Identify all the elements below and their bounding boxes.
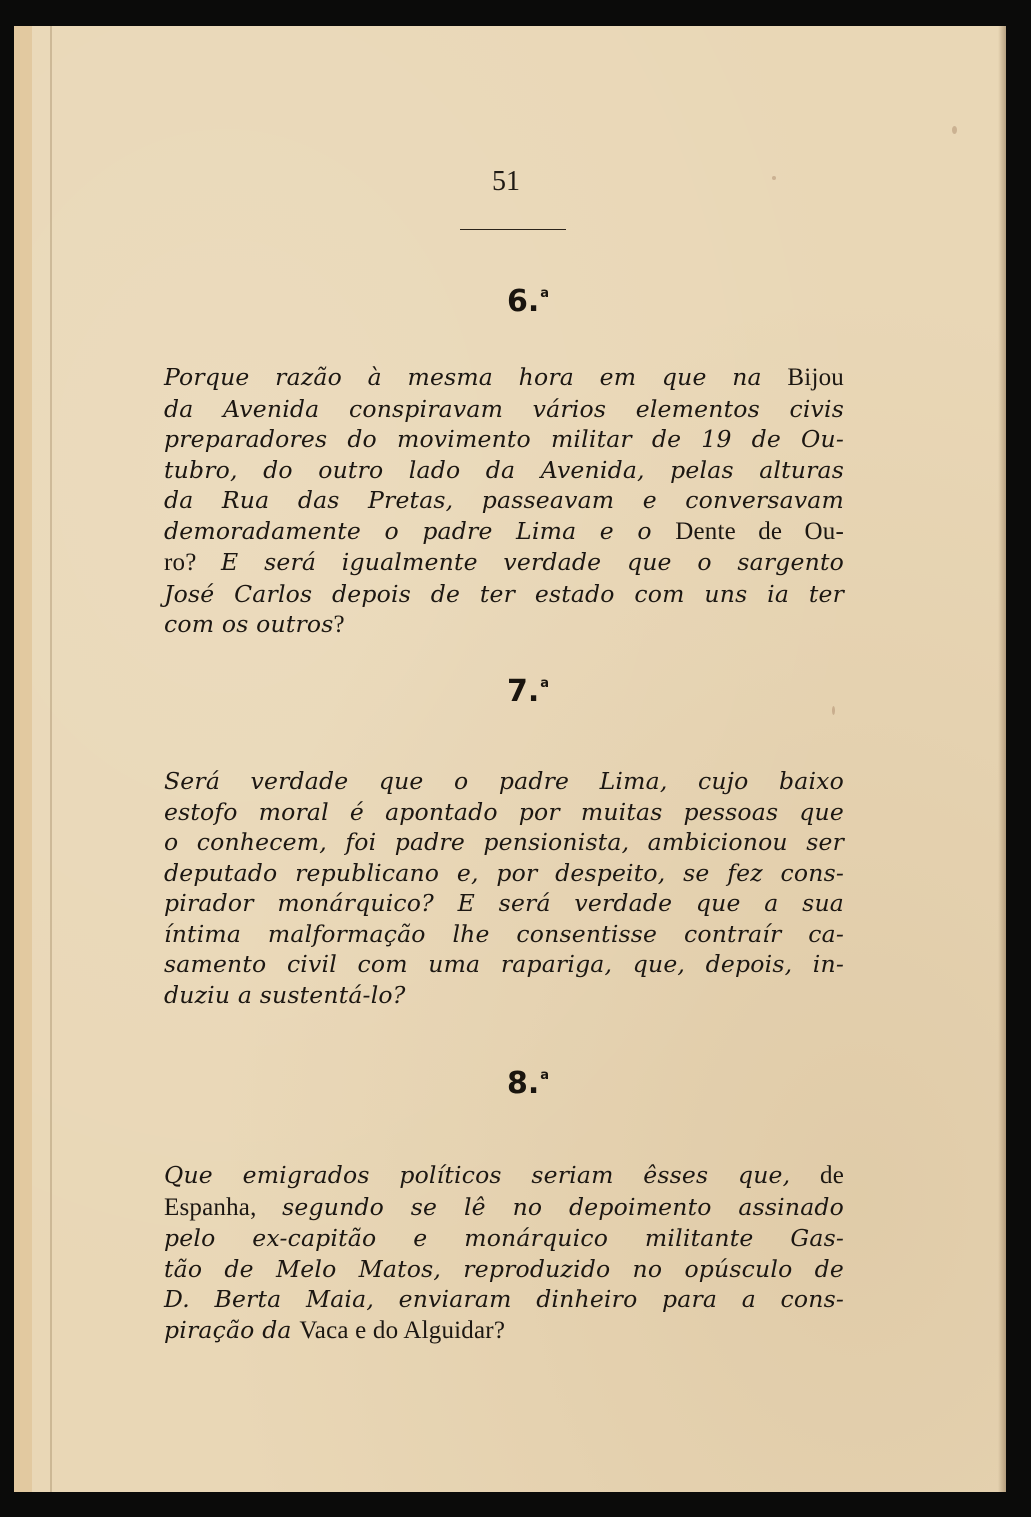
paper-speck: [952, 126, 957, 134]
section-heading-6: [32, 284, 1024, 319]
page-edge-shadow: [998, 26, 1006, 1492]
text-run: E será igualmente verdade que o sargento: [221, 548, 844, 576]
paragraph-line: [164, 579, 844, 610]
text-run: estofo moral é apontado por muitas pessoas que: [164, 797, 844, 826]
text-run: duziu a sustentá-lo?: [164, 980, 406, 1009]
text-run: de: [820, 1162, 844, 1189]
text-run: piração da: [164, 1315, 300, 1344]
paragraph-line: [164, 1223, 844, 1254]
paragraph-line: [164, 609, 844, 641]
section-heading-8: [32, 1066, 1024, 1101]
paragraph-line: [164, 485, 844, 516]
section-heading-7: [32, 674, 1024, 709]
text-run: pirador monárquico? E será verdade que a sua: [164, 889, 844, 917]
text-run: Espanha,: [164, 1193, 283, 1221]
section-paragraph-6: [164, 362, 844, 641]
text-run: Porque razão à mesma hora em que na: [164, 363, 788, 391]
paper-speck: [772, 176, 776, 180]
text-run: José Carlos depois de ter estado com uns ia ter: [164, 579, 844, 608]
text-run: da Avenida conspiravam vários elementos civis: [164, 394, 844, 423]
text-run: samento civil com uma rapariga, que, depois, in-: [164, 950, 844, 978]
section-paragraph-8: [164, 1160, 844, 1346]
text-run: Bijou: [787, 364, 844, 391]
paragraph-line: [164, 1254, 844, 1285]
section-heading-text: 7.: [506, 674, 540, 709]
text-run: Vaca e do Alguidar?: [299, 1316, 506, 1344]
text-run: pelo ex-capitão e monárquico militante Gas-: [164, 1224, 844, 1252]
paragraph-line: [164, 766, 844, 797]
section-heading-sup: a: [540, 286, 550, 301]
paragraph-line: [164, 1315, 844, 1347]
gutter-line: [50, 26, 52, 1492]
text-run: tubro, do outro lado da Avenida, pelas alturas: [164, 455, 844, 484]
paragraph-line: [164, 362, 844, 394]
paragraph-line: [164, 858, 844, 889]
text-run: preparadores do movimento militar de 19 de Ou-: [164, 425, 844, 453]
paragraph-line: [164, 919, 844, 950]
text-run: D. Berta Maia, enviaram dinheiro para a cons-: [164, 1285, 844, 1313]
section-heading-text: 8.: [506, 1066, 540, 1101]
text-run: com os outros: [164, 610, 334, 638]
section-paragraph-7: [164, 766, 844, 1010]
book-page: [14, 26, 1006, 1492]
paragraph-line: [164, 547, 844, 579]
text-run: tão de Melo Matos, reproduzido no opúsculo de: [164, 1254, 844, 1283]
text-run: da Rua das Pretas, passeavam e conversavam: [164, 486, 844, 514]
paragraph-line: [164, 1192, 844, 1224]
section-heading-sup: a: [540, 1068, 550, 1083]
paragraph-line: [164, 424, 844, 455]
paragraph-line: [164, 516, 844, 548]
section-heading-text: 6.: [506, 284, 540, 319]
text-run: segundo se lê no depoimento assinado: [282, 1192, 844, 1221]
text-run: Será verdade que o padre Lima, cujo baixo: [164, 767, 844, 795]
text-run: Que emigrados políticos seriam êsses que,: [164, 1161, 820, 1189]
paragraph-line: [164, 394, 844, 425]
text-run: íntima malformação lhe consentisse contraír ca-: [164, 919, 844, 948]
page-number-rule: [460, 229, 566, 230]
paragraph-line: [164, 455, 844, 486]
text-run: deputado republicano e, por despeito, se fez cons-: [164, 858, 844, 887]
page-number: 51: [492, 166, 520, 197]
section-heading-sup: a: [540, 676, 550, 691]
paragraph-line: [164, 1160, 844, 1192]
paragraph-line: [164, 1284, 844, 1315]
text-run: demoradamente o padre Lima e o: [164, 516, 676, 545]
paragraph-line: [164, 888, 844, 919]
paragraph-line: [164, 797, 844, 828]
text-run: o conhecem, foi padre pensionista, ambicionou ser: [164, 828, 844, 856]
paragraph-line: [164, 980, 844, 1011]
paragraph-line: [164, 949, 844, 980]
text-run: ro?: [164, 549, 222, 576]
text-run: Dente de Ou-: [675, 517, 844, 545]
text-run: ?: [333, 611, 345, 638]
paragraph-line: [164, 827, 844, 858]
